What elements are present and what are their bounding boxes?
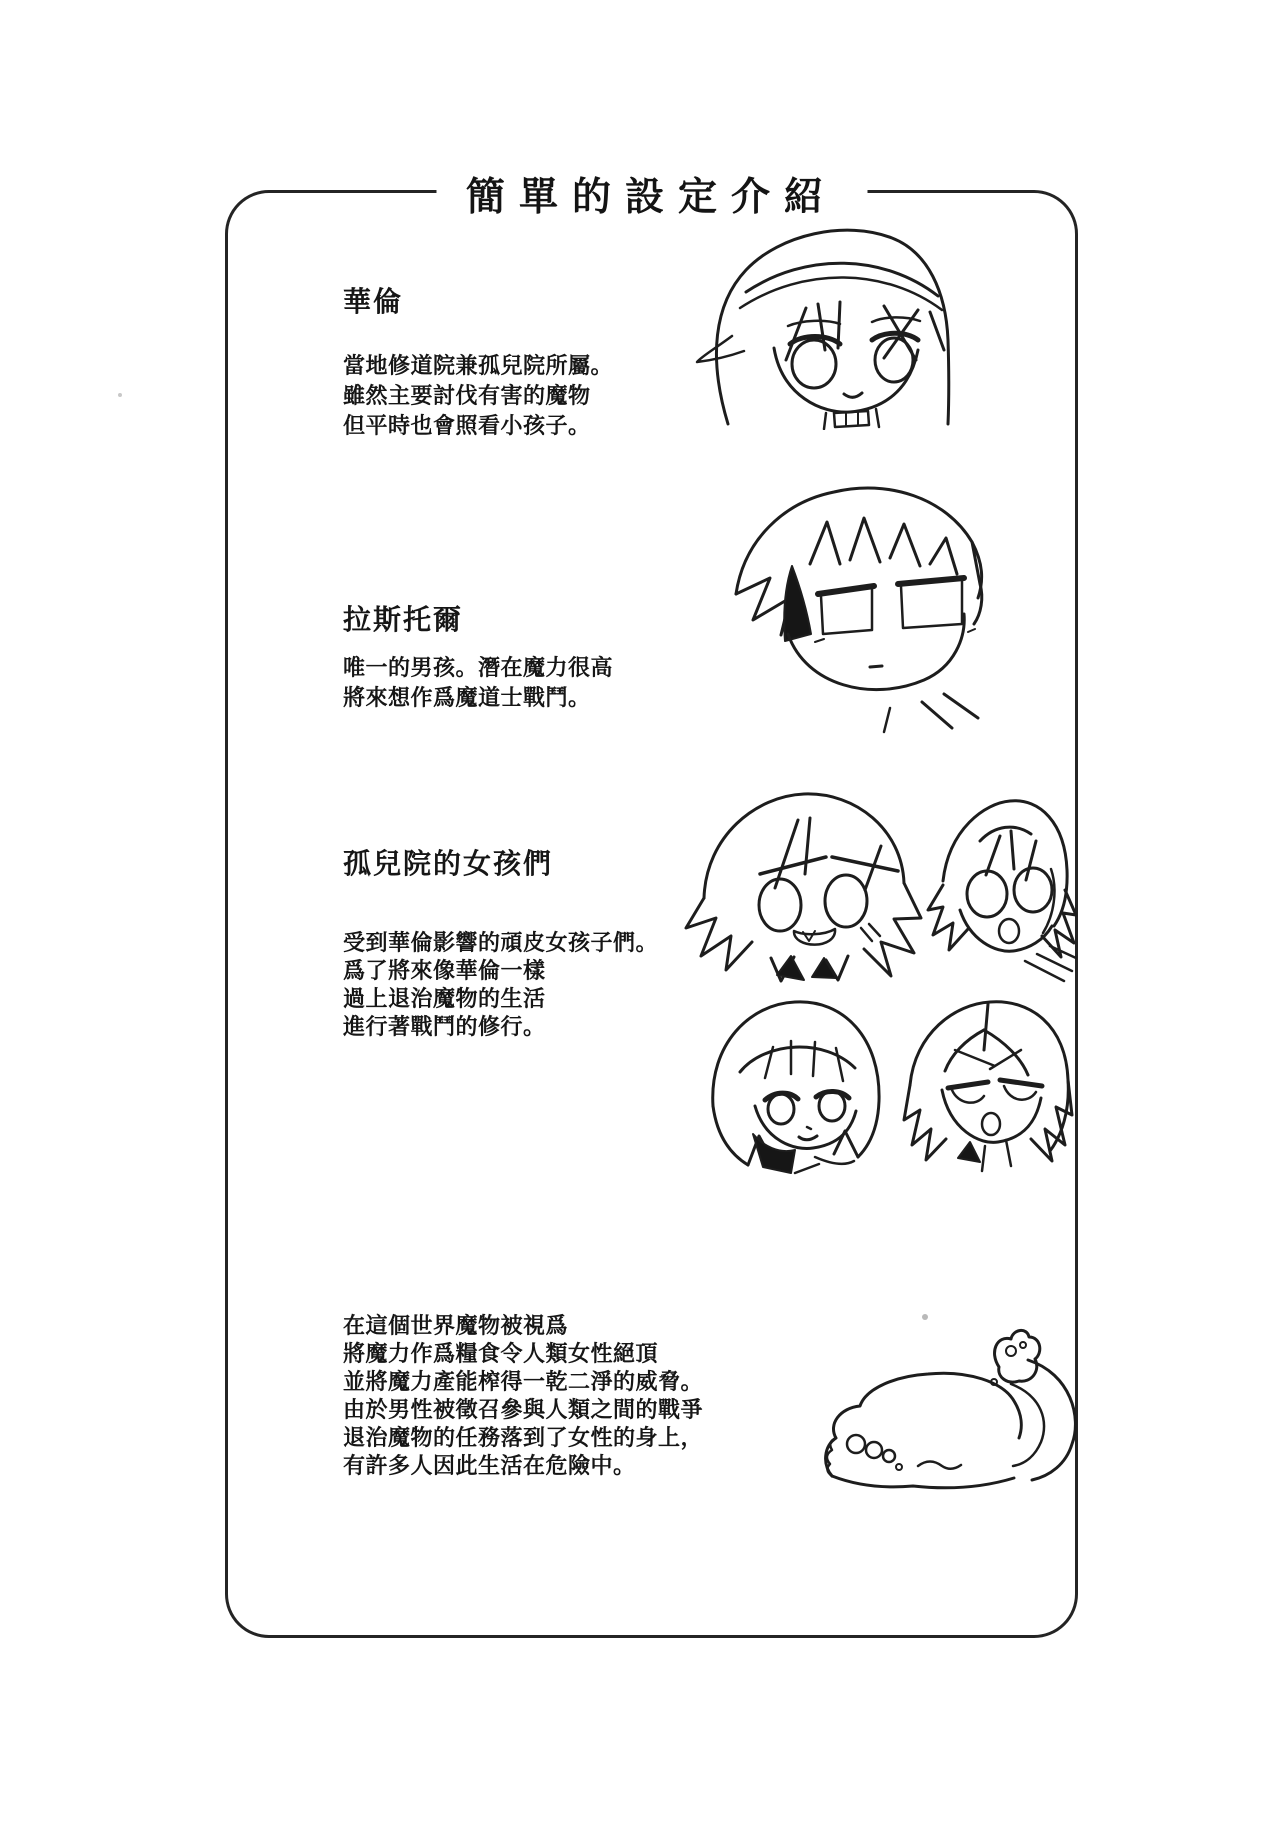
text-line: 但平時也會照看小孩子。	[343, 414, 591, 439]
group-name-orphanage-girls: 孤兒院的女孩們	[343, 847, 554, 880]
character-desc-warren	[343, 352, 613, 442]
twintail-girl-sketch-icon	[925, 785, 1077, 993]
text-line: 過上退治魔物的生活	[343, 987, 546, 1012]
character-name-rastor: 拉斯托爾	[343, 603, 464, 636]
text-line: 在這個世界魔物被視爲	[343, 1314, 569, 1339]
text-line: 受到華倫影響的頑皮女孩子們。	[343, 931, 659, 956]
text-line: 有許多人因此生活在危險中。	[343, 1454, 636, 1479]
text-line: 退治魔物的任務落到了女性的身上，	[343, 1426, 704, 1451]
group-desc-orphanage-girls	[343, 930, 658, 1042]
text-line: 並將魔力產能榨得一乾二淨的威脅。	[343, 1370, 704, 1395]
character-name-warren: 華倫	[343, 285, 404, 318]
text-line: 由於男性被徵召參與人類之間的戰爭	[343, 1398, 704, 1423]
slime-monster-sketch-icon	[818, 1326, 1080, 1498]
text-line: 進行著戰鬥的修行。	[343, 1015, 546, 1040]
text-line: 將來想作爲魔道士戰鬥。	[343, 686, 591, 711]
long-hair-girl-sketch-icon	[900, 990, 1076, 1175]
text-line: 唯一的男孩。潛在魔力很高	[343, 656, 614, 681]
text-line: 將魔力作爲糧食令人類女性絕頂	[343, 1342, 659, 1367]
bob-hair-girl-sketch-icon	[695, 986, 895, 1178]
character-desc-rastor	[343, 654, 613, 714]
boy-portrait-sketch-icon	[722, 466, 1002, 734]
text-line: 爲了將來像華倫一樣	[343, 959, 546, 984]
text-line: 當地修道院兼孤兒院所屬。	[343, 354, 614, 379]
page-title: 簡單的設定介紹	[436, 166, 867, 222]
spiky-hair-girl-sketch-icon	[676, 778, 926, 983]
ink-speck	[118, 393, 122, 397]
text-line: 雖然主要討伐有害的魔物	[343, 384, 591, 409]
nun-portrait-sketch-icon	[688, 208, 963, 430]
ink-speck	[922, 1314, 928, 1320]
world-setting-paragraph	[343, 1313, 703, 1481]
